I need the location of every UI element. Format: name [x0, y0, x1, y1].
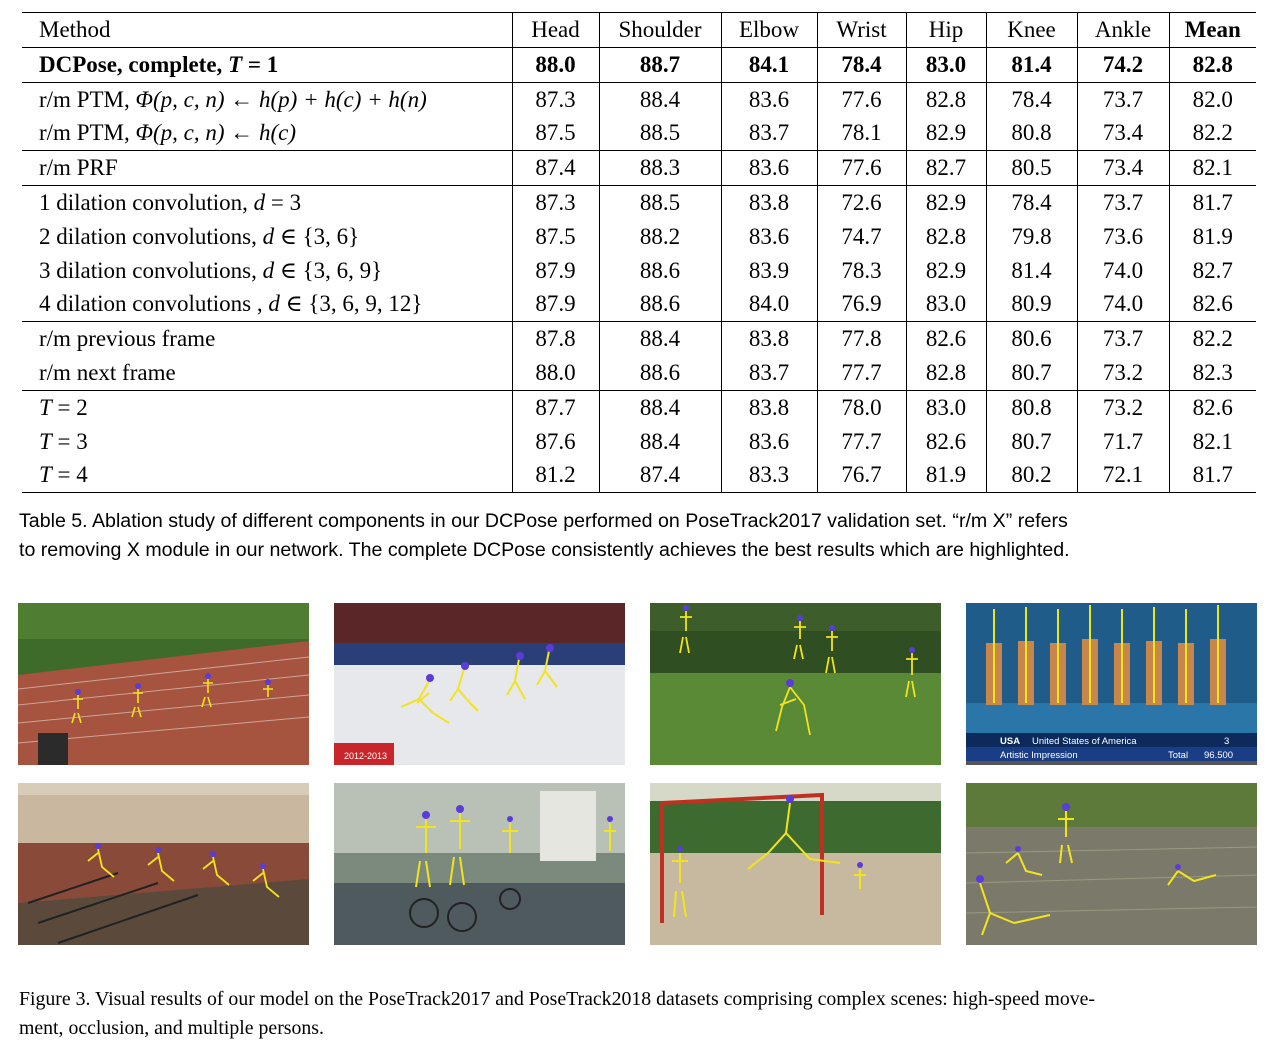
method-cell	[22, 458, 512, 492]
broadcast-country-code: USA	[1000, 736, 1021, 747]
value-cell-shoulder: 88.5	[599, 185, 721, 219]
figure-image-playground	[650, 783, 941, 945]
figure-image-synchro-swimming	[966, 603, 1257, 765]
method-name: 3 dilation convolutions,	[39, 257, 257, 283]
method-math-variable: T	[39, 394, 52, 420]
value-cell-ankle: 73.2	[1077, 356, 1169, 390]
value-cell-ankle: 74.2	[1077, 47, 1169, 82]
value-cell-elbow: 84.0	[721, 287, 817, 321]
value-cell-elbow: 83.9	[721, 254, 817, 288]
value-cell-elbow: 83.6	[721, 425, 817, 459]
value-cell-ankle: 74.0	[1077, 287, 1169, 321]
value-cell-ankle: 73.4	[1077, 116, 1169, 150]
table-caption-line-2: to removing X module in our network. The complete DCPose consistently achieves the best results which are highlighted.	[19, 539, 1070, 561]
method-math-expression: ∈ {3, 6, 9}	[279, 257, 383, 283]
value-cell-mean: 82.0	[1169, 82, 1256, 116]
table-group-3	[22, 151, 1256, 186]
value-cell-knee: 78.4	[986, 185, 1077, 219]
table-group-5	[22, 322, 1256, 391]
value-cell-shoulder: 88.5	[599, 116, 721, 150]
broadcast-event: Artistic Impression	[1000, 750, 1078, 761]
value-cell-wrist: 77.6	[817, 82, 906, 116]
value-cell-wrist: 77.7	[817, 356, 906, 390]
ablation-table	[22, 12, 1256, 493]
value-cell-hip: 82.9	[906, 116, 986, 150]
figure-image-cyclists	[334, 783, 625, 945]
figure-caption	[19, 985, 1261, 1043]
figure-caption-line-1: Figure 3. Visual results of our model on the PoseTrack2017 and PoseTrack2018 datasets comprising complex scenes: high-speed move-	[19, 988, 1096, 1010]
value-cell-wrist: 77.7	[817, 425, 906, 459]
value-cell-elbow: 83.6	[721, 151, 817, 186]
table-caption-line-1: Table 5. Ablation study of different components in our DCPose performed on PoseTrack2017 validation set. “r/m X” refers	[19, 510, 1068, 532]
value-cell-wrist: 78.3	[817, 254, 906, 288]
value-cell-elbow: 83.7	[721, 116, 817, 150]
value-cell-shoulder: 88.6	[599, 356, 721, 390]
method-math-variable: d	[262, 257, 275, 283]
value-cell-hip: 82.8	[906, 220, 986, 254]
value-cell-shoulder: 88.4	[599, 390, 721, 424]
method-cell	[22, 254, 512, 288]
value-cell-head: 88.0	[512, 47, 599, 82]
header-hip: Hip	[906, 13, 986, 48]
value-cell-ankle: 73.4	[1077, 151, 1169, 186]
header-elbow: Elbow	[721, 13, 817, 48]
value-cell-shoulder: 88.4	[599, 322, 721, 356]
table-row	[22, 116, 1256, 150]
method-name: r/m PTM,	[39, 120, 130, 146]
method-math-variable: T	[39, 428, 52, 454]
method-cell	[22, 82, 512, 116]
method-formula: Φ(p, c, n) ← h(c)	[135, 120, 297, 146]
method-math-expression: = 1	[247, 51, 279, 77]
value-cell-head: 87.9	[512, 287, 599, 321]
method-name: r/m next frame	[39, 359, 176, 385]
broadcast-total-value: 96.500	[1204, 750, 1234, 761]
method-math-variable: d	[262, 223, 275, 249]
value-cell-knee: 80.9	[986, 287, 1077, 321]
value-cell-knee: 81.4	[986, 254, 1077, 288]
skating-banner-text: 2012-2013	[344, 751, 388, 761]
method-cell	[22, 322, 512, 356]
table-row	[22, 287, 1256, 321]
header-ankle: Ankle	[1077, 13, 1169, 48]
value-cell-mean: 81.7	[1169, 185, 1256, 219]
value-cell-knee: 80.8	[986, 390, 1077, 424]
value-cell-head: 87.8	[512, 322, 599, 356]
value-cell-head: 87.5	[512, 220, 599, 254]
value-cell-ankle: 71.7	[1077, 425, 1169, 459]
value-cell-knee: 79.8	[986, 220, 1077, 254]
figure-image-speed-skating	[334, 603, 625, 765]
value-cell-ankle: 74.0	[1077, 254, 1169, 288]
table-row	[22, 390, 1256, 424]
method-name: 2 dilation convolutions,	[39, 223, 257, 249]
value-cell-hip: 81.9	[906, 458, 986, 492]
method-name: 4 dilation convolutions ,	[39, 291, 263, 317]
value-cell-elbow: 83.8	[721, 185, 817, 219]
value-cell-hip: 83.0	[906, 47, 986, 82]
header-knee: Knee	[986, 13, 1077, 48]
value-cell-head: 87.6	[512, 425, 599, 459]
table-row	[22, 254, 1256, 288]
value-cell-hip: 83.0	[906, 390, 986, 424]
value-cell-wrist: 77.6	[817, 151, 906, 186]
table-caption	[19, 507, 1261, 565]
value-cell-head: 87.9	[512, 254, 599, 288]
table-row	[22, 220, 1256, 254]
header-method: Method	[39, 17, 111, 42]
value-cell-head: 87.4	[512, 151, 599, 186]
header-wrist: Wrist	[817, 13, 906, 48]
value-cell-hip: 82.6	[906, 322, 986, 356]
value-cell-elbow: 83.8	[721, 322, 817, 356]
value-cell-head: 87.3	[512, 82, 599, 116]
method-cell	[22, 47, 512, 82]
value-cell-mean: 82.6	[1169, 390, 1256, 424]
value-cell-hip: 82.9	[906, 185, 986, 219]
value-cell-elbow: 83.8	[721, 390, 817, 424]
value-cell-shoulder: 88.6	[599, 254, 721, 288]
value-cell-wrist: 76.7	[817, 458, 906, 492]
table-row	[22, 425, 1256, 459]
value-cell-ankle: 73.7	[1077, 82, 1169, 116]
method-name: r/m PRF	[39, 155, 118, 181]
value-cell-hip: 82.7	[906, 151, 986, 186]
value-cell-shoulder: 88.7	[599, 47, 721, 82]
method-math-variable: T	[39, 462, 52, 488]
figure-image-hurdles	[18, 603, 309, 765]
value-cell-hip: 82.8	[906, 356, 986, 390]
value-cell-mean: 82.8	[1169, 47, 1256, 82]
value-cell-knee: 80.5	[986, 151, 1077, 186]
value-cell-ankle: 73.2	[1077, 390, 1169, 424]
method-cell	[22, 356, 512, 390]
table-group-4	[22, 185, 1256, 321]
value-cell-shoulder: 87.4	[599, 458, 721, 492]
value-cell-ankle: 73.7	[1077, 322, 1169, 356]
value-cell-mean: 82.7	[1169, 254, 1256, 288]
figure-image-rowing	[18, 783, 309, 945]
value-cell-elbow: 83.3	[721, 458, 817, 492]
value-cell-shoulder: 88.4	[599, 82, 721, 116]
method-cell	[22, 220, 512, 254]
method-cell	[22, 287, 512, 321]
value-cell-elbow: 83.6	[721, 82, 817, 116]
value-cell-knee: 80.7	[986, 356, 1077, 390]
table-group-2	[22, 82, 1256, 151]
value-cell-ankle: 73.6	[1077, 220, 1169, 254]
table-row	[22, 322, 1256, 356]
value-cell-head: 88.0	[512, 356, 599, 390]
value-cell-mean: 81.9	[1169, 220, 1256, 254]
value-cell-head: 87.7	[512, 390, 599, 424]
method-math-expression: = 3	[270, 189, 302, 215]
value-cell-wrist: 77.8	[817, 322, 906, 356]
method-cell	[22, 151, 512, 186]
value-cell-head: 87.3	[512, 185, 599, 219]
method-math-expression: ∈ {3, 6, 9, 12}	[285, 291, 423, 317]
value-cell-ankle: 73.7	[1077, 185, 1169, 219]
method-math-expression: ∈ {3, 6}	[279, 223, 360, 249]
broadcast-total-label: Total	[1168, 750, 1189, 761]
table-group-6	[22, 390, 1256, 492]
method-math-variable: d	[268, 291, 280, 317]
method-cell	[22, 185, 512, 219]
value-cell-wrist: 74.7	[817, 220, 906, 254]
table-row	[22, 185, 1256, 219]
value-cell-wrist: 76.9	[817, 287, 906, 321]
broadcast-rank: 3	[1224, 736, 1230, 747]
broadcast-country-name: United States of America	[1032, 736, 1137, 747]
value-cell-mean: 82.2	[1169, 322, 1256, 356]
value-cell-hip: 82.8	[906, 82, 986, 116]
value-cell-shoulder: 88.6	[599, 287, 721, 321]
value-cell-hip: 82.6	[906, 425, 986, 459]
value-cell-knee: 78.4	[986, 82, 1077, 116]
value-cell-mean: 82.6	[1169, 287, 1256, 321]
header-shoulder: Shoulder	[599, 13, 721, 48]
value-cell-wrist: 78.4	[817, 47, 906, 82]
value-cell-wrist: 72.6	[817, 185, 906, 219]
header-head: Head	[512, 13, 599, 48]
method-math-expression: = 4	[57, 462, 88, 488]
value-cell-mean: 82.2	[1169, 116, 1256, 150]
value-cell-shoulder: 88.4	[599, 425, 721, 459]
method-name: r/m PTM,	[39, 86, 130, 112]
method-name: 1 dilation convolution,	[39, 189, 248, 215]
method-math-expression: = 2	[57, 394, 88, 420]
table-group-1	[22, 47, 1256, 82]
value-cell-mean: 82.1	[1169, 151, 1256, 186]
method-math-variable: T	[228, 51, 243, 77]
value-cell-hip: 83.0	[906, 287, 986, 321]
method-cell	[22, 425, 512, 459]
table-row	[22, 151, 1256, 186]
value-cell-ankle: 72.1	[1077, 458, 1169, 492]
method-cell	[22, 116, 512, 150]
value-cell-wrist: 78.0	[817, 390, 906, 424]
value-cell-head: 81.2	[512, 458, 599, 492]
value-cell-knee: 80.8	[986, 116, 1077, 150]
table-row	[22, 356, 1256, 390]
value-cell-mean: 82.1	[1169, 425, 1256, 459]
value-cell-elbow: 84.1	[721, 47, 817, 82]
value-cell-knee: 80.2	[986, 458, 1077, 492]
figure-caption-line-2: ment, occlusion, and multiple persons.	[19, 1017, 324, 1039]
value-cell-elbow: 83.6	[721, 220, 817, 254]
method-math-variable: d	[253, 189, 266, 215]
table-header-row	[22, 13, 1256, 48]
figure-image-park-dance	[650, 603, 941, 765]
value-cell-wrist: 78.1	[817, 116, 906, 150]
value-cell-knee: 81.4	[986, 47, 1077, 82]
table-row	[22, 82, 1256, 116]
value-cell-knee: 80.7	[986, 425, 1077, 459]
value-cell-hip: 82.9	[906, 254, 986, 288]
method-name: DCPose, complete,	[39, 51, 223, 77]
table-row	[22, 47, 1256, 82]
method-cell	[22, 390, 512, 424]
table-row	[22, 458, 1256, 492]
figure-image-river	[966, 783, 1257, 945]
value-cell-shoulder: 88.3	[599, 151, 721, 186]
value-cell-mean: 82.3	[1169, 356, 1256, 390]
value-cell-elbow: 83.7	[721, 356, 817, 390]
value-cell-shoulder: 88.2	[599, 220, 721, 254]
method-formula: Φ(p, c, n) ← h(p) + h(c) + h(n)	[135, 86, 427, 112]
method-name: r/m previous frame	[39, 326, 216, 352]
value-cell-mean: 81.7	[1169, 458, 1256, 492]
value-cell-knee: 80.6	[986, 322, 1077, 356]
value-cell-head: 87.5	[512, 116, 599, 150]
header-mean: Mean	[1169, 13, 1256, 48]
method-math-expression: = 3	[57, 428, 88, 454]
